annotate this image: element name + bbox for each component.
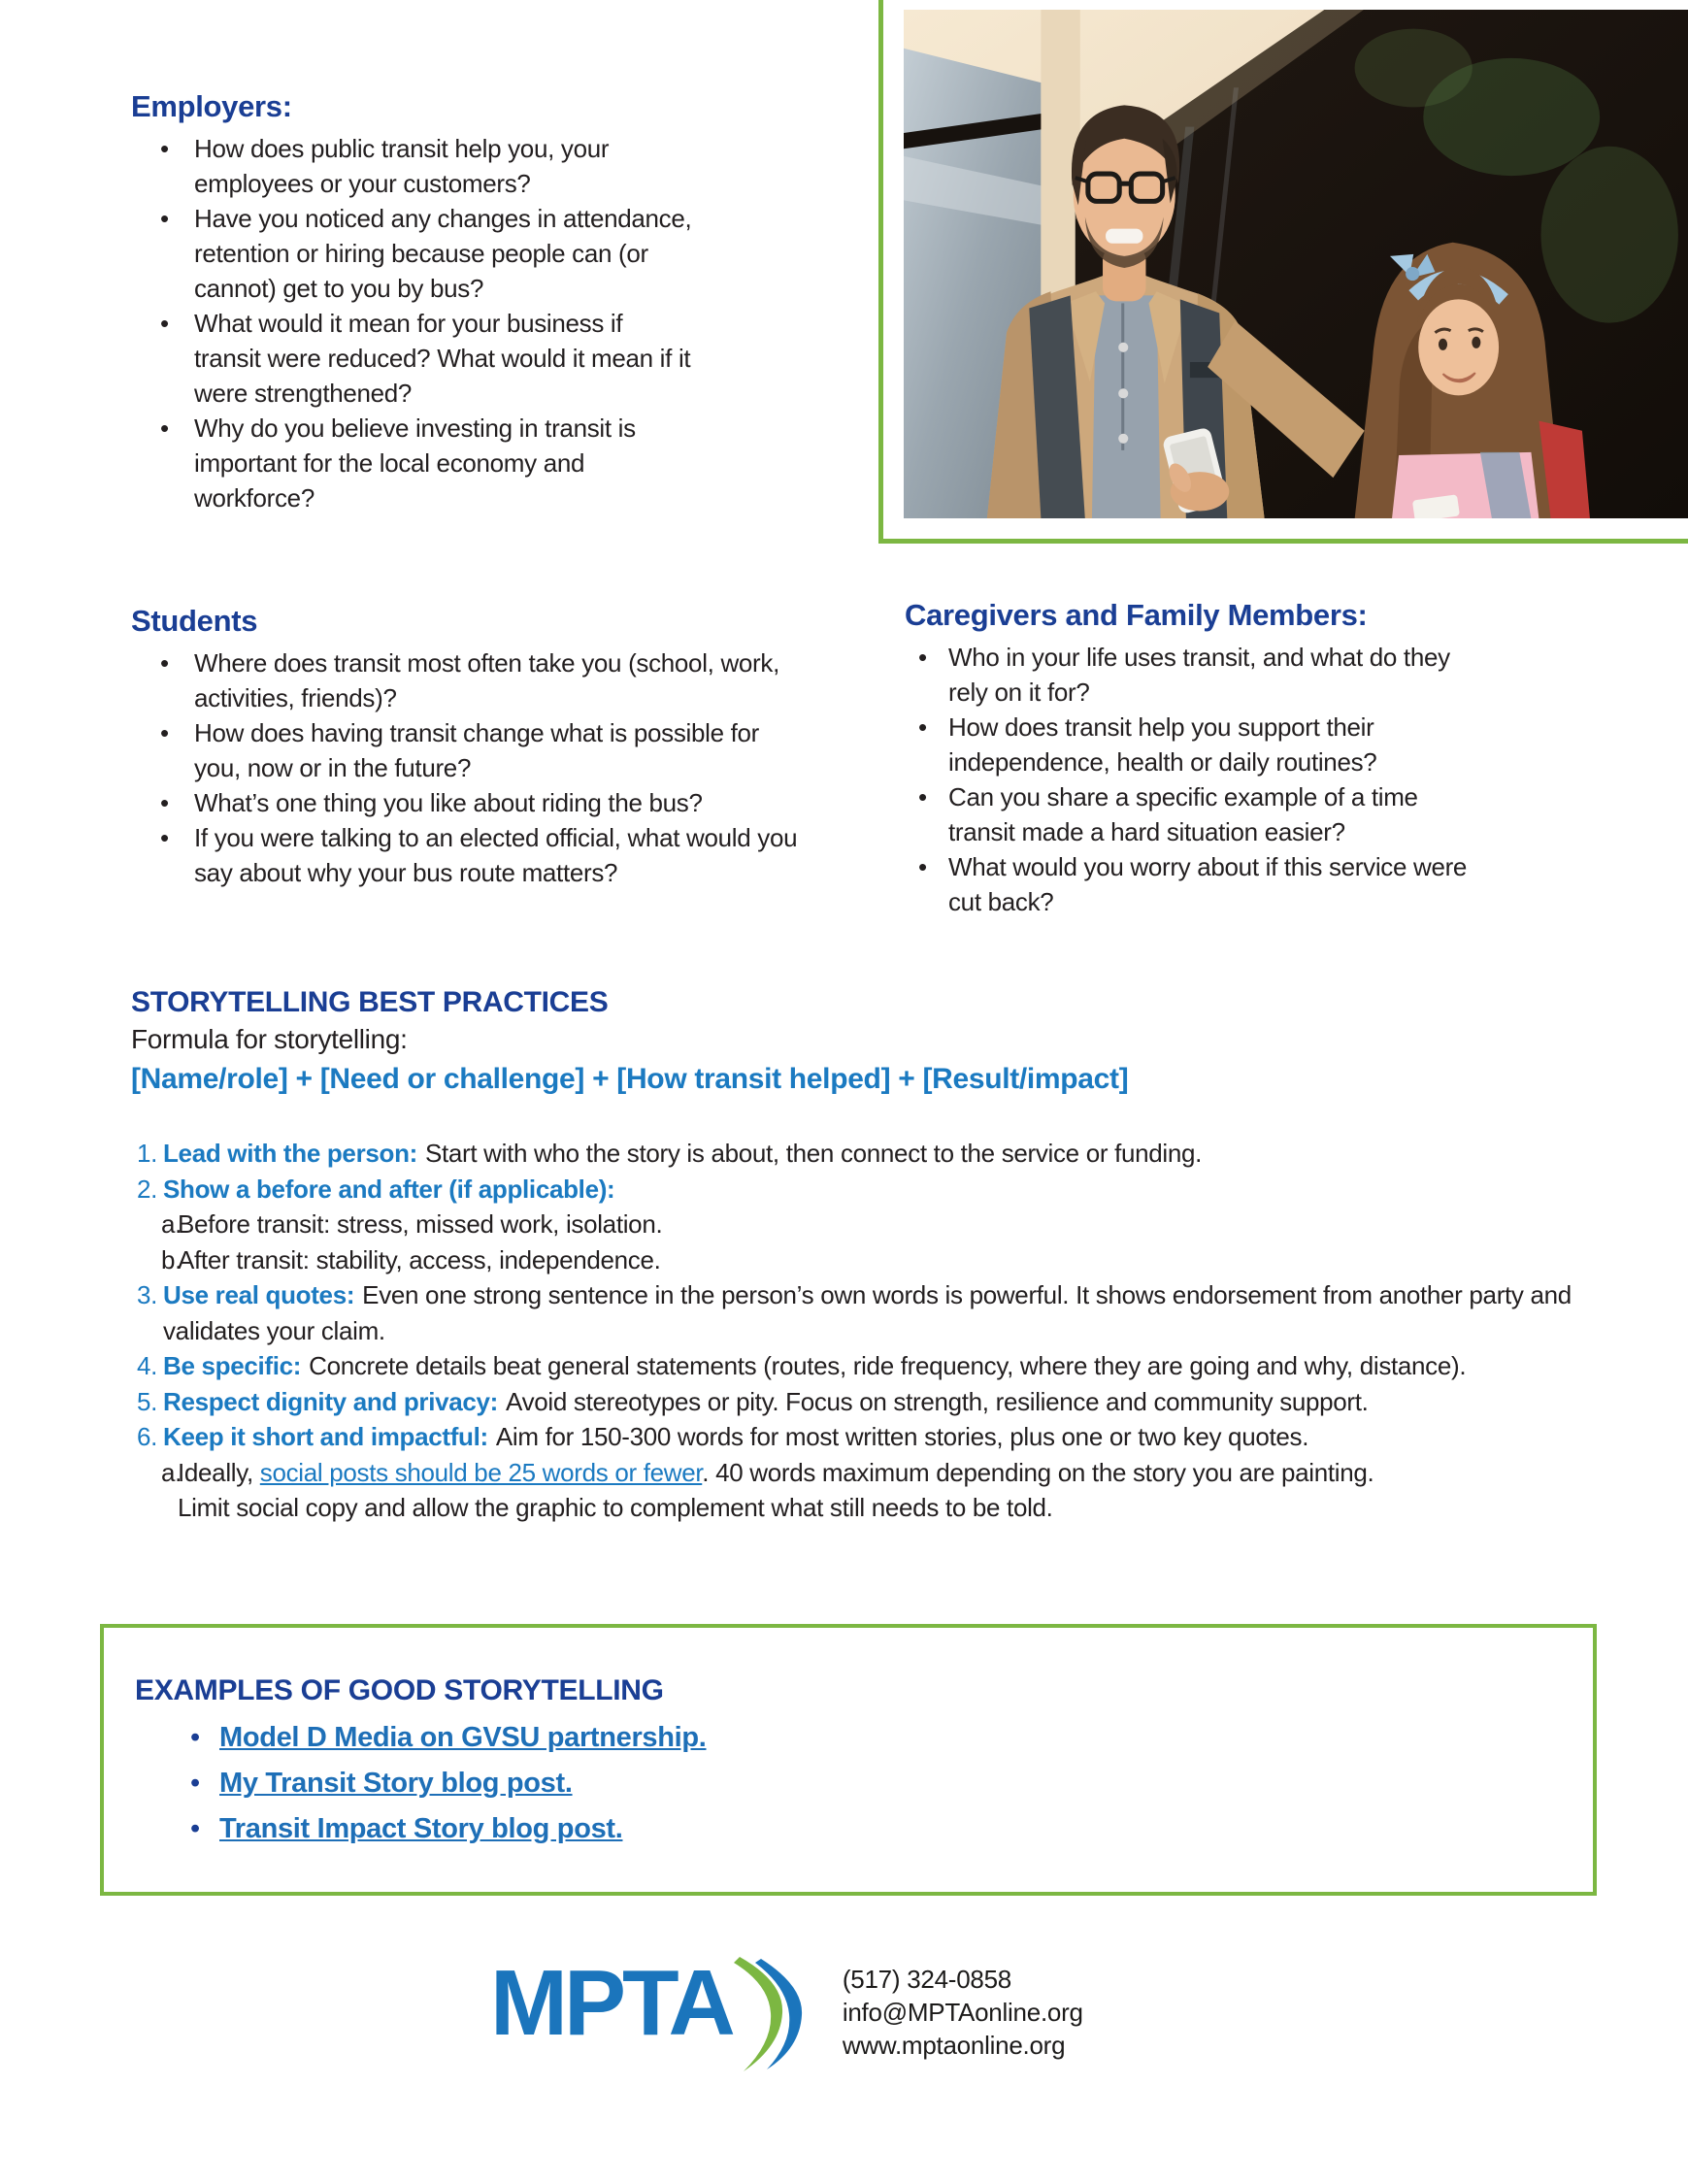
email-address: info@MPTAonline.org [842, 1998, 1083, 2027]
footer [490, 1953, 1083, 2071]
sub-item-text: Before transit: stress, missed work, isolation. [178, 1209, 663, 1239]
item-text: Aim for 150-300 words for most written stories, plus one or two key quotes. [495, 1422, 1309, 1451]
bullet-icon: • [918, 712, 927, 742]
bullet-icon: • [160, 134, 169, 163]
section-caregivers [905, 598, 1473, 919]
bullet-icon: • [160, 823, 169, 852]
item-text: Avoid stereotypes or pity. Focus on strength, resilience and community support. [506, 1386, 1369, 1416]
item-text: Even one strong sentence in the person’s own words is powerful. It shows endorsement from another party and validates your claim. [163, 1280, 1572, 1345]
mpta-logo [490, 1953, 806, 2071]
bullet-icon: • [160, 648, 169, 678]
storytelling-formula: [Name/role] + [Need or challenge] + [How transit helped] + [Result/impact] [131, 1063, 1129, 1095]
examples-box [100, 1624, 1597, 1896]
example-link-transit-impact-story[interactable]: Transit Impact Story blog post. [219, 1813, 623, 1844]
bullet-text: Have you noticed any changes in attendance, retention or hiring because people can (or cannot) get to you by bus? [194, 204, 692, 303]
item-number: 5. [137, 1386, 158, 1416]
bullet-text: What would you worry about if this service were cut back? [948, 852, 1468, 916]
caregivers-heading: Caregivers and Family Members: [905, 598, 1368, 632]
employers-heading: Employers: [131, 89, 292, 123]
item-lead: Respect dignity and privacy: [163, 1386, 499, 1416]
bullet-icon: • [918, 782, 927, 811]
bus-photo [904, 10, 1688, 518]
sub-item-letter: a. [161, 1457, 182, 1487]
item-number: 6. [137, 1422, 158, 1451]
item-lead: Show a before and after (if applicable): [163, 1174, 615, 1204]
item-number: 2. [137, 1174, 158, 1204]
item-lead: Lead with the person: [163, 1139, 417, 1168]
list-item [905, 640, 1473, 710]
bullet-icon: • [160, 309, 169, 338]
bullet-icon: • [918, 852, 927, 881]
item-lead: Be specific: [163, 1351, 302, 1380]
sub-item-letter: b. [161, 1244, 182, 1274]
example-link-model-d[interactable]: Model D Media on GVSU partnership. [219, 1722, 707, 1753]
section-students [131, 604, 801, 890]
bullet-text: What’s one thing you like about riding the bus? [194, 788, 703, 817]
bullet-icon: • [160, 788, 169, 817]
item-lead: Keep it short and impactful: [163, 1422, 488, 1451]
contact-block [843, 1953, 1083, 2062]
sub-item-letter: a. [161, 1209, 182, 1239]
list-item [131, 820, 801, 890]
list-item [131, 785, 801, 820]
bullet-text: Can you share a specific example of a time transit made a hard situation easier? [948, 782, 1418, 846]
mpta-logo-text: MPTA [490, 1951, 732, 2055]
bullet-icon: • [160, 718, 169, 747]
bullet-text: How does public transit help you, your employees or your customers? [194, 134, 610, 198]
example-link-my-transit-story[interactable]: My Transit Story blog post. [219, 1768, 573, 1799]
section-best-practices [131, 986, 1606, 1526]
website-url: www.mptaonline.org [842, 2031, 1066, 2060]
phone-number: (517) 324-0858 [842, 1965, 1012, 1994]
examples-heading: EXAMPLES OF GOOD STORYTELLING [135, 1674, 664, 1706]
sub-item-text: Limit social copy and allow the graphic to complement what still needs to be told. [178, 1493, 1053, 1522]
list-item [905, 849, 1473, 919]
sub-item-text: . 40 words maximum depending on the story you are painting. [702, 1457, 1374, 1487]
students-list [131, 645, 801, 890]
bullet-text: What would it mean for your business if transit were reduced? What would it mean if it were strengthened? [194, 309, 691, 408]
list-item [131, 411, 694, 515]
sub-item-text: After transit: stability, access, independence. [178, 1244, 661, 1274]
bullet-icon: • [190, 1813, 200, 1844]
list-item [131, 715, 801, 785]
best-practices-list [131, 1136, 1580, 1526]
sub-item-text: Ideally, [178, 1457, 260, 1487]
sub-item [131, 1242, 1580, 1278]
bullet-icon: • [190, 1722, 200, 1753]
bullet-text: Why do you believe investing in transit is important for the local economy and workforce? [194, 414, 636, 513]
list-item [131, 306, 694, 411]
bullet-text: Where does transit most often take you (school, work, activities, friends)? [194, 648, 779, 712]
item-lead: Use real quotes: [163, 1280, 355, 1309]
bus-photo-illustration [904, 10, 1688, 518]
bullet-icon: • [190, 1768, 200, 1799]
bullet-icon: • [160, 204, 169, 233]
bullet-text: Who in your life uses transit, and what do they rely on it for? [948, 643, 1450, 707]
numbered-item [131, 1419, 1580, 1455]
social-posts-link[interactable]: social posts should be 25 words or fewer [259, 1457, 703, 1487]
numbered-item [131, 1172, 1580, 1208]
list-item [905, 779, 1473, 849]
bullet-icon: • [160, 414, 169, 443]
item-number: 3. [137, 1280, 158, 1309]
list-item [131, 645, 801, 715]
list-item [131, 201, 694, 306]
numbered-item [131, 1384, 1580, 1420]
numbered-item [131, 1136, 1580, 1172]
numbered-item [131, 1348, 1580, 1384]
examples-list [135, 1721, 1564, 1845]
best-practices-heading: STORYTELLING BEST PRACTICES [131, 986, 609, 1018]
bullet-text: How does having transit change what is possible for you, now or in the future? [194, 718, 760, 782]
list-item [135, 1721, 1564, 1754]
list-item [131, 131, 694, 201]
numbered-item [131, 1277, 1580, 1348]
bullet-icon: • [918, 643, 927, 672]
list-item [135, 1812, 1564, 1845]
sub-item [131, 1207, 1580, 1242]
section-employers [131, 89, 694, 515]
item-number: 4. [137, 1351, 158, 1380]
list-item [905, 710, 1473, 779]
item-number: 1. [137, 1139, 158, 1168]
photo-frame [878, 0, 1688, 544]
employers-list [131, 131, 694, 515]
mpta-swoosh-icon [734, 1957, 806, 2071]
bullet-text: If you were talking to an elected official, what would you say about why your bus route matters? [194, 823, 798, 887]
list-item [135, 1767, 1564, 1800]
caregivers-list [905, 640, 1473, 919]
bullet-text: How does transit help you support their independence, health or daily routines? [948, 712, 1377, 777]
item-text: Concrete details beat general statements (routes, ride frequency, where they are going and why, distance). [309, 1351, 1467, 1380]
sub-item [131, 1455, 1580, 1526]
students-heading: Students [131, 604, 258, 638]
item-text: Start with who the story is about, then connect to the service or funding. [424, 1139, 1203, 1168]
formula-label: Formula for storytelling: [131, 1024, 408, 1054]
